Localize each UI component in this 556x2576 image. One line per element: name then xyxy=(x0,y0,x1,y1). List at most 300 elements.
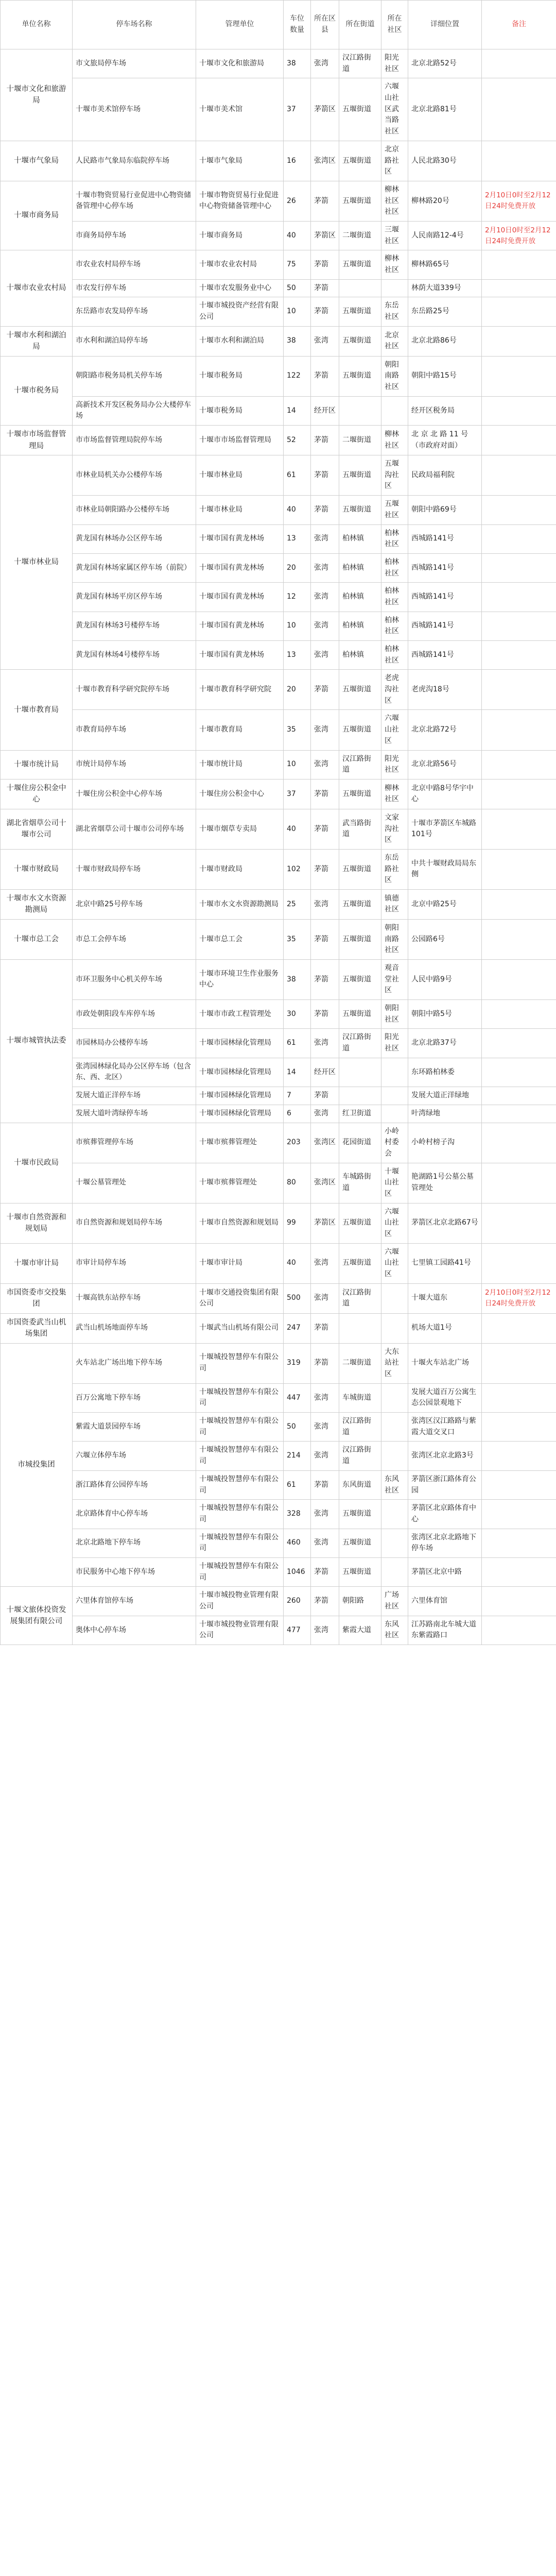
district-cell: 茅箭 xyxy=(311,849,339,889)
location-cell: 叶湾绿地 xyxy=(408,1105,482,1123)
header-remark: 备注 xyxy=(482,1,556,49)
manager-cell: 十堰城投智慧停车有限公司 xyxy=(196,1442,284,1470)
community-cell: 朝阳南路社区 xyxy=(381,356,408,396)
location-cell: 公园路6号 xyxy=(408,919,482,959)
header-community: 所在社区 xyxy=(381,1,408,49)
header-district: 所在区县 xyxy=(311,1,339,49)
location-cell: 艳湖路1号公墓公墓管理处 xyxy=(408,1163,482,1203)
unit-name-cell: 十堰市税务局 xyxy=(1,356,73,425)
manager-cell: 十堰市商务局 xyxy=(196,221,284,250)
manager-cell: 十堰市物资贸易行业促进中心物资储备管理中心 xyxy=(196,181,284,221)
remark-cell: 2月10日0时至2月12日24时免费开放 xyxy=(482,1283,556,1313)
spaces-cell: 30 xyxy=(284,1000,311,1029)
street-cell: 柏林镇 xyxy=(339,612,381,640)
district-cell: 茅箭 xyxy=(311,1000,339,1029)
community-cell: 柳林社区 xyxy=(381,250,408,279)
remark-cell xyxy=(482,959,556,999)
spaces-cell: 260 xyxy=(284,1587,311,1616)
community-cell xyxy=(381,1413,408,1442)
unit-name-cell: 十堰文旅体投资发展集团有限公司 xyxy=(1,1587,73,1645)
spaces-cell: 1046 xyxy=(284,1557,311,1586)
table-row xyxy=(1,250,556,279)
location-cell: 朝阳中路5号 xyxy=(408,1000,482,1029)
table-row xyxy=(1,1442,556,1470)
street-cell: 汉江路街道 xyxy=(339,1413,381,1442)
remark-cell xyxy=(482,396,556,425)
community-cell: 阳光社区 xyxy=(381,49,408,78)
unit-name-cell: 十堰市林业局 xyxy=(1,455,73,670)
location-cell: 茅箭区北京北路67号 xyxy=(408,1203,482,1243)
district-cell: 张湾 xyxy=(311,553,339,582)
remark-cell xyxy=(482,279,556,297)
community-cell: 大东站社区 xyxy=(381,1343,408,1383)
street-cell: 五堰街道 xyxy=(339,889,381,919)
spaces-cell: 6 xyxy=(284,1105,311,1123)
location-cell: 张湾区北京北路3号 xyxy=(408,1442,482,1470)
location-cell: 北京中路25号 xyxy=(408,889,482,919)
community-cell: 阳光社区 xyxy=(381,750,408,779)
location-cell: 人民南路12-4号 xyxy=(408,221,482,250)
location-cell: 经开区税务局 xyxy=(408,396,482,425)
table-row xyxy=(1,1557,556,1586)
manager-cell: 十堰市园林绿化管理局 xyxy=(196,1105,284,1123)
location-cell: 北京北路37号 xyxy=(408,1029,482,1058)
spaces-cell: 203 xyxy=(284,1123,311,1163)
remark-cell xyxy=(482,1203,556,1243)
location-cell: 北京北路52号 xyxy=(408,49,482,78)
street-cell: 车城路街道 xyxy=(339,1163,381,1203)
street-cell: 五堰街道 xyxy=(339,181,381,221)
district-cell: 经开区 xyxy=(311,1058,339,1087)
lot-name-cell: 市民服务中心地下停车场 xyxy=(73,1557,196,1586)
spaces-cell: 38 xyxy=(284,49,311,78)
table-row xyxy=(1,455,556,496)
manager-cell: 十堰住房公积金中心 xyxy=(196,779,284,809)
remark-cell xyxy=(482,1383,556,1412)
table-row xyxy=(1,1500,556,1529)
location-cell: 朝阳中路15号 xyxy=(408,356,482,396)
table-row xyxy=(1,279,556,297)
table-row xyxy=(1,1383,556,1412)
lot-name-cell: 北京路体育中心停车场 xyxy=(73,1500,196,1529)
district-cell: 张湾 xyxy=(311,750,339,779)
street-cell: 五堰街道 xyxy=(339,1243,381,1283)
district-cell: 茅箭区 xyxy=(311,78,339,141)
lot-name-cell: 市自然资源和规划局停车场 xyxy=(73,1203,196,1243)
lot-name-cell: 市林业局朝阳路办公楼停车场 xyxy=(73,496,196,524)
table-row xyxy=(1,141,556,181)
location-cell: 江苏路南北车城大道东紫霞路口 xyxy=(408,1616,482,1645)
spaces-cell: 122 xyxy=(284,356,311,396)
remark-cell xyxy=(482,496,556,524)
table-row xyxy=(1,1029,556,1058)
remark-cell xyxy=(482,326,556,356)
community-cell: 广场社区 xyxy=(381,1587,408,1616)
street-cell: 五堰街道 xyxy=(339,297,381,326)
district-cell: 张湾 xyxy=(311,1105,339,1123)
spaces-cell: 319 xyxy=(284,1343,311,1383)
manager-cell: 十堰市总工会 xyxy=(196,919,284,959)
location-cell: 中共十堰财政局局东侧 xyxy=(408,849,482,889)
district-cell: 张湾 xyxy=(311,326,339,356)
lot-name-cell: 市教育局停车场 xyxy=(73,710,196,750)
remark-cell xyxy=(482,78,556,141)
header-location: 详细位置 xyxy=(408,1,482,49)
community-cell: 五堰沟社区 xyxy=(381,455,408,496)
remark-cell xyxy=(482,1413,556,1442)
manager-cell: 十堰城投智慧停车有限公司 xyxy=(196,1529,284,1557)
community-cell: 北京社区 xyxy=(381,326,408,356)
remark-cell xyxy=(482,1442,556,1470)
spaces-cell: 460 xyxy=(284,1529,311,1557)
remark-cell xyxy=(482,1058,556,1087)
lot-name-cell: 十堰高铁东站停车场 xyxy=(73,1283,196,1313)
manager-cell: 十堰市教育科学研究院 xyxy=(196,670,284,710)
district-cell: 张湾 xyxy=(311,889,339,919)
manager-cell: 十堰市财政局 xyxy=(196,849,284,889)
lot-name-cell: 浙江路体育公园停车场 xyxy=(73,1470,196,1499)
street-cell: 五堰街道 xyxy=(339,1000,381,1029)
street-cell: 东风街道 xyxy=(339,1470,381,1499)
spaces-cell: 328 xyxy=(284,1500,311,1529)
header-lot-name: 停车场名称 xyxy=(73,1,196,49)
community-cell: 老虎沟社区 xyxy=(381,670,408,710)
remark-cell xyxy=(482,670,556,710)
spaces-cell: 50 xyxy=(284,279,311,297)
lot-name-cell: 百万公寓地下停车场 xyxy=(73,1383,196,1412)
spaces-cell: 61 xyxy=(284,1029,311,1058)
location-cell: 六里体育馆 xyxy=(408,1587,482,1616)
community-cell xyxy=(381,1500,408,1529)
street-cell: 柏林镇 xyxy=(339,583,381,612)
table-row xyxy=(1,1123,556,1163)
location-cell: 十堰市茅箭区车城路101号 xyxy=(408,809,482,849)
location-cell: 东岳路25号 xyxy=(408,297,482,326)
district-cell: 张湾 xyxy=(311,1383,339,1412)
location-cell: 北京北路72号 xyxy=(408,710,482,750)
manager-cell: 十堰市城投物业管理有限公司 xyxy=(196,1587,284,1616)
district-cell: 茅箭 xyxy=(311,919,339,959)
spaces-cell: 35 xyxy=(284,919,311,959)
street-cell xyxy=(339,1058,381,1087)
table-row xyxy=(1,49,556,78)
unit-name-cell: 十堰市气象局 xyxy=(1,141,73,181)
street-cell: 五堰街道 xyxy=(339,710,381,750)
lot-name-cell: 北京北路地下停车场 xyxy=(73,1529,196,1557)
district-cell: 张湾 xyxy=(311,710,339,750)
district-cell: 张湾 xyxy=(311,1500,339,1529)
street-cell: 五堰街道 xyxy=(339,670,381,710)
manager-cell: 十堰城投智慧停车有限公司 xyxy=(196,1500,284,1529)
district-cell: 经开区 xyxy=(311,396,339,425)
manager-cell: 十堰城投智慧停车有限公司 xyxy=(196,1470,284,1499)
street-cell: 五堰街道 xyxy=(339,919,381,959)
lot-name-cell: 紫霞大道景园停车场 xyxy=(73,1413,196,1442)
table-row xyxy=(1,1470,556,1499)
street-cell: 五堰街道 xyxy=(339,1529,381,1557)
district-cell: 张湾 xyxy=(311,49,339,78)
street-cell: 五堰街道 xyxy=(339,455,381,496)
community-cell: 东岳社区 xyxy=(381,297,408,326)
lot-name-cell: 东岳路市农发局停车场 xyxy=(73,297,196,326)
table-row xyxy=(1,1000,556,1029)
spaces-cell: 38 xyxy=(284,959,311,999)
community-cell: 观音堂社区 xyxy=(381,959,408,999)
street-cell: 红卫街道 xyxy=(339,1105,381,1123)
district-cell: 茅箭区 xyxy=(311,221,339,250)
remark-cell xyxy=(482,553,556,582)
manager-cell: 十堰市园林绿化管理局 xyxy=(196,1029,284,1058)
street-cell: 车城街道 xyxy=(339,1383,381,1412)
lot-name-cell: 武当山机场地面停车场 xyxy=(73,1313,196,1343)
community-cell: 柏林社区 xyxy=(381,641,408,670)
manager-cell: 十堰市城投物业管理有限公司 xyxy=(196,1616,284,1645)
remark-cell xyxy=(482,1313,556,1343)
district-cell: 茅箭 xyxy=(311,181,339,221)
table-row xyxy=(1,1413,556,1442)
table-row xyxy=(1,1163,556,1203)
location-cell: 民政局福利院 xyxy=(408,455,482,496)
manager-cell: 十堰市国有黄龙林场 xyxy=(196,583,284,612)
spaces-cell: 61 xyxy=(284,1470,311,1499)
unit-name-cell: 市国资委武当山机场集团 xyxy=(1,1313,73,1343)
district-cell: 茅箭 xyxy=(311,1343,339,1383)
remark-cell xyxy=(482,356,556,396)
unit-name-cell: 十堰市民政局 xyxy=(1,1123,73,1203)
lot-name-cell: 市林业局机关办公楼停车场 xyxy=(73,455,196,496)
lot-name-cell: 市农发行停车场 xyxy=(73,279,196,297)
district-cell: 茅箭 xyxy=(311,1087,339,1105)
street-cell: 汉江路街道 xyxy=(339,1029,381,1058)
street-cell: 五堰街道 xyxy=(339,959,381,999)
table-body xyxy=(1,49,556,1645)
unit-name-cell: 十堰市商务局 xyxy=(1,181,73,250)
lot-name-cell: 朝阳路市税务局机关停车场 xyxy=(73,356,196,396)
district-cell: 茅箭 xyxy=(311,297,339,326)
street-cell: 二堰街道 xyxy=(339,1343,381,1383)
table-row xyxy=(1,670,556,710)
street-cell xyxy=(339,396,381,425)
district-cell: 张湾 xyxy=(311,1529,339,1557)
lot-name-cell: 黄龙国有林场4号楼停车场 xyxy=(73,641,196,670)
manager-cell: 十堰市水利和湖泊局 xyxy=(196,326,284,356)
lot-name-cell: 市政处朝阳段车库停车场 xyxy=(73,1000,196,1029)
district-cell: 茅箭 xyxy=(311,959,339,999)
street-cell: 二堰街道 xyxy=(339,221,381,250)
remark-cell xyxy=(482,1243,556,1283)
manager-cell: 十堰市气象局 xyxy=(196,141,284,181)
community-cell xyxy=(381,1442,408,1470)
manager-cell: 十堰市林业局 xyxy=(196,455,284,496)
manager-cell: 十堰市国有黄龙林场 xyxy=(196,524,284,553)
remark-cell xyxy=(482,1500,556,1529)
header-street: 所在街道 xyxy=(339,1,381,49)
table-row xyxy=(1,1283,556,1313)
community-cell: 柳林社区 xyxy=(381,426,408,455)
remark-cell xyxy=(482,426,556,455)
community-cell: 文家沟社区 xyxy=(381,809,408,849)
lot-name-cell: 市统计局停车场 xyxy=(73,750,196,779)
table-row xyxy=(1,1243,556,1283)
street-cell: 五堰街道 xyxy=(339,1500,381,1529)
table-row xyxy=(1,396,556,425)
location-cell: 北京北路81号 xyxy=(408,78,482,141)
community-cell: 十堰山社区 xyxy=(381,1163,408,1203)
lot-name-cell: 市市场监督管理局院停车场 xyxy=(73,426,196,455)
location-cell: 林荫大道339号 xyxy=(408,279,482,297)
street-cell: 花园街道 xyxy=(339,1123,381,1163)
remark-cell xyxy=(482,583,556,612)
manager-cell: 十堰市税务局 xyxy=(196,396,284,425)
unit-name-cell: 十堰市审计局 xyxy=(1,1243,73,1283)
table-row xyxy=(1,1529,556,1557)
manager-cell: 十堰市环境卫生作业服务中心 xyxy=(196,959,284,999)
spaces-cell: 12 xyxy=(284,583,311,612)
community-cell xyxy=(381,1105,408,1123)
district-cell: 茅箭 xyxy=(311,426,339,455)
remark-cell xyxy=(482,919,556,959)
community-cell: 柏林社区 xyxy=(381,524,408,553)
remark-cell xyxy=(482,1029,556,1058)
spaces-cell: 214 xyxy=(284,1442,311,1470)
table-row xyxy=(1,1343,556,1383)
table-row xyxy=(1,1616,556,1645)
remark-cell xyxy=(482,1557,556,1586)
location-cell: 西城路141号 xyxy=(408,641,482,670)
street-cell: 五堰街道 xyxy=(339,356,381,396)
spaces-cell: 37 xyxy=(284,779,311,809)
unit-name-cell: 市国资委市交投集团 xyxy=(1,1283,73,1313)
table-row xyxy=(1,583,556,612)
spaces-cell: 10 xyxy=(284,297,311,326)
table-row xyxy=(1,710,556,750)
unit-name-cell: 十堰市总工会 xyxy=(1,919,73,959)
street-cell xyxy=(339,279,381,297)
community-cell xyxy=(381,279,408,297)
street-cell: 五堰街道 xyxy=(339,1557,381,1586)
street-cell xyxy=(339,1087,381,1105)
table-row xyxy=(1,750,556,779)
spaces-cell: 38 xyxy=(284,326,311,356)
location-cell: 人民中路9号 xyxy=(408,959,482,999)
street-cell: 武当路街道 xyxy=(339,809,381,849)
lot-name-cell: 市殡葬管理停车场 xyxy=(73,1123,196,1163)
community-cell: 柏林社区 xyxy=(381,612,408,640)
district-cell: 张湾 xyxy=(311,1616,339,1645)
lot-name-cell: 黄龙国有林场3号楼停车场 xyxy=(73,612,196,640)
street-cell: 汉江路街道 xyxy=(339,49,381,78)
lot-name-cell: 北京中路25号停车场 xyxy=(73,889,196,919)
street-cell: 汉江路街道 xyxy=(339,1283,381,1313)
district-cell: 张湾 xyxy=(311,612,339,640)
table-row xyxy=(1,809,556,849)
community-cell xyxy=(381,1313,408,1343)
community-cell: 东风社区 xyxy=(381,1616,408,1645)
manager-cell: 十堰市审计局 xyxy=(196,1243,284,1283)
table-row xyxy=(1,1058,556,1087)
spaces-cell: 35 xyxy=(284,710,311,750)
unit-name-cell: 十堰市文化和旅游局 xyxy=(1,49,73,141)
table-row xyxy=(1,297,556,326)
spaces-cell: 247 xyxy=(284,1313,311,1343)
table-row xyxy=(1,426,556,455)
manager-cell: 十堰市教育局 xyxy=(196,710,284,750)
lot-name-cell: 黄龙国有林场办公区停车场 xyxy=(73,524,196,553)
unit-name-cell: 市城投集团 xyxy=(1,1343,73,1587)
manager-cell: 十堰市统计局 xyxy=(196,750,284,779)
community-cell: 六堰山社区 xyxy=(381,1203,408,1243)
district-cell: 张湾区 xyxy=(311,1163,339,1203)
remark-cell xyxy=(482,250,556,279)
lot-name-cell: 六里体育馆停车场 xyxy=(73,1587,196,1616)
district-cell: 茅箭 xyxy=(311,1587,339,1616)
street-cell: 朝阳路 xyxy=(339,1587,381,1616)
remark-cell xyxy=(482,889,556,919)
spaces-cell: 40 xyxy=(284,496,311,524)
lot-name-cell: 市环卫服务中心机关停车场 xyxy=(73,959,196,999)
remark-cell xyxy=(482,612,556,640)
location-cell: 小岭村榜子沟 xyxy=(408,1123,482,1163)
location-cell: 西城路141号 xyxy=(408,524,482,553)
remark-cell xyxy=(482,1163,556,1203)
spaces-cell: 13 xyxy=(284,641,311,670)
community-cell xyxy=(381,1529,408,1557)
community-cell xyxy=(381,1557,408,1586)
lot-name-cell: 市总工会停车场 xyxy=(73,919,196,959)
table-row xyxy=(1,326,556,356)
table-row xyxy=(1,356,556,396)
district-cell: 张湾区 xyxy=(311,141,339,181)
location-cell: 七里镇工园路41号 xyxy=(408,1243,482,1283)
lot-name-cell: 六堰立体停车场 xyxy=(73,1442,196,1470)
lot-name-cell: 市农业农村局停车场 xyxy=(73,250,196,279)
street-cell: 紫霞大道 xyxy=(339,1616,381,1645)
community-cell xyxy=(381,1058,408,1087)
street-cell: 五堰街道 xyxy=(339,78,381,141)
street-cell: 汉江路街道 xyxy=(339,1442,381,1470)
spaces-cell: 16 xyxy=(284,141,311,181)
community-cell: 六堰山社区 xyxy=(381,710,408,750)
community-cell: 柏林社区 xyxy=(381,553,408,582)
community-cell xyxy=(381,1283,408,1313)
spaces-cell: 25 xyxy=(284,889,311,919)
header-spaces: 车位数量 xyxy=(284,1,311,49)
remark-cell: 2月10日0时至2月12日24时免费开放 xyxy=(482,221,556,250)
district-cell: 张湾 xyxy=(311,524,339,553)
remark-cell xyxy=(482,455,556,496)
community-cell: 东风社区 xyxy=(381,1470,408,1499)
manager-cell: 十堰市农发服务业中心 xyxy=(196,279,284,297)
lot-name-cell: 市水利和湖泊局停车场 xyxy=(73,326,196,356)
manager-cell: 十堰市园林绿化管理局 xyxy=(196,1058,284,1087)
remark-cell xyxy=(482,1470,556,1499)
spaces-cell: 61 xyxy=(284,455,311,496)
spaces-cell: 99 xyxy=(284,1203,311,1243)
district-cell: 茅箭 xyxy=(311,496,339,524)
lot-name-cell: 张湾园林绿化局办公区停车场（包含东、西、北区） xyxy=(73,1058,196,1087)
spaces-cell: 447 xyxy=(284,1383,311,1412)
table-row xyxy=(1,1105,556,1123)
lot-name-cell: 发展大道叶湾绿停车场 xyxy=(73,1105,196,1123)
lot-name-cell: 市园林局办公楼停车场 xyxy=(73,1029,196,1058)
table-row xyxy=(1,78,556,141)
community-cell: 阳光社区 xyxy=(381,1029,408,1058)
spaces-cell: 40 xyxy=(284,809,311,849)
community-cell xyxy=(381,1383,408,1412)
district-cell: 张湾 xyxy=(311,1243,339,1283)
table-row xyxy=(1,524,556,553)
district-cell: 茅箭 xyxy=(311,1557,339,1586)
